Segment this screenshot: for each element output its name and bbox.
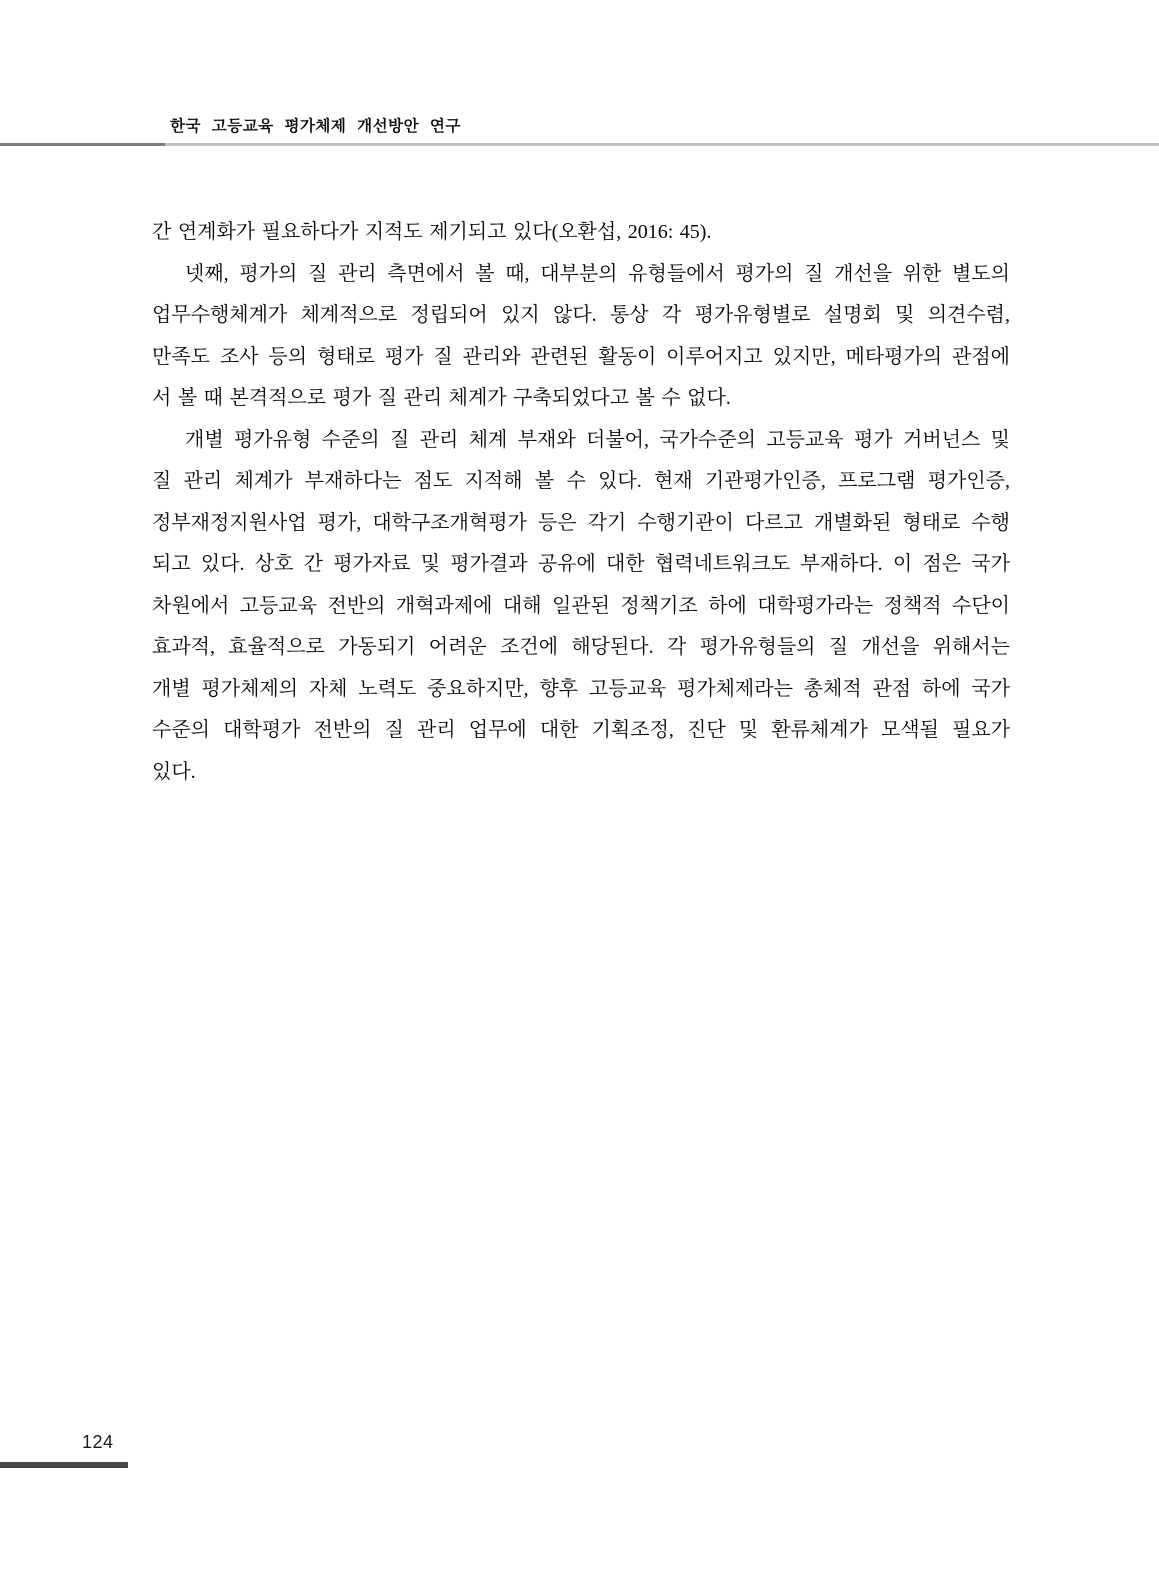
text-line: 만족도 조사 등의 형태로 평가 질 관리와 관련된 활동이 이루어지고 있지만, 메타평가의 관점에 — [152, 345, 1010, 368]
text-line: 개별 평가유형 수준의 질 관리 체계 부재와 더불어, 국가수준의 고등교육 평가 거버넌스 및 — [185, 428, 1010, 451]
header-rule-dark-segment — [0, 143, 165, 146]
text-line: 차원에서 고등교육 전반의 개혁과제에 대해 일관된 정책기조 하에 대학평가라는 정책적 수단이 — [152, 594, 1010, 617]
text-line: 되고 있다. 상호 간 평가자료 및 평가결과 공유에 대한 협력네트워크도 부재하다. 이 점은 국가 — [152, 553, 1010, 575]
text-line: 정부재정지원사업 평가, 대학구조개혁평가 등은 각기 수행기관이 다르고 개별화된 형태로 수행 — [152, 511, 1010, 534]
running-head-title: 한국 고등교육 평가체제 개선방안 연구 — [170, 118, 461, 135]
footer-bar — [0, 1462, 128, 1468]
text-line: 수준의 대학평가 전반의 질 관리 업무에 대한 기획조정, 진단 및 환류체계가 모색될 필요가 — [152, 719, 1010, 741]
body-text — [152, 212, 1010, 793]
text-line: 간 연계화가 필요하다가 지적도 제기되고 있다(오환섭, 2016: 45). — [152, 221, 712, 243]
text-line: 질 관리 체계가 부재하다는 점도 지적해 볼 수 있다. 현재 기관평가인증, 프로그램 평가인증, — [152, 470, 1010, 492]
text-line: 개별 평가체제의 자체 노력도 중요하지만, 향후 고등교육 평가체제라는 총체적 관점 하에 국가 — [152, 677, 1010, 700]
text-line: 업무수행체계가 체계적으로 정립되어 있지 않다. 통상 각 평가유형별로 설명회 및 의견수렴, — [152, 304, 1010, 326]
text-line: 서 볼 때 본격적으로 평가 질 관리 체계가 구축되었다고 볼 수 없다. — [152, 387, 731, 409]
header-rule — [0, 143, 1159, 146]
text-line: 효과적, 효율적으로 가동되기 어려운 조건에 해당된다. 각 평가유형들의 질 개선을 위해서는 — [152, 636, 1010, 658]
page-number: 124 — [82, 1432, 114, 1452]
header-rule-light-segment — [165, 143, 1159, 146]
text-line: 넷째, 평가의 질 관리 측면에서 볼 때, 대부분의 유형들에서 평가의 질 개선을 위한 별도의 — [185, 262, 1010, 285]
text-line: 있다. — [152, 760, 196, 783]
